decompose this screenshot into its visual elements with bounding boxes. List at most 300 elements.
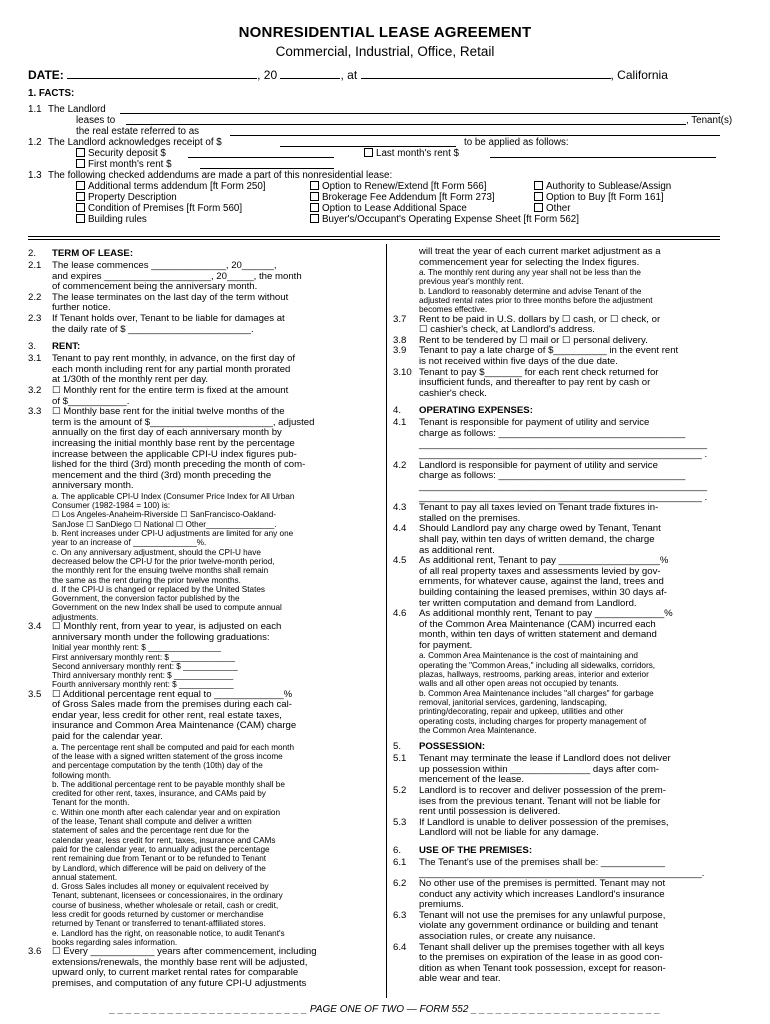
clause-line: [393, 651, 723, 660]
clause-line: [28, 335, 380, 341]
addendum-option[interactable]: [534, 192, 664, 203]
clause-number: 3.1: [28, 353, 42, 365]
clause-text: the same as the rent during the prior twelve months.: [52, 575, 241, 585]
clause-text: Government on the new Index shall be used to compute annual: [52, 603, 282, 613]
document-subtitle: Commercial, Industrial, Office, Retail: [275, 44, 495, 59]
clause-text: Landlord will not be liable for any damage.: [419, 827, 599, 839]
clause-text: b. Rent increases under CPI-U adjustments are limited for any one: [52, 529, 294, 539]
clause-number: 1.3: [28, 170, 42, 181]
addendum-option[interactable]: [310, 203, 467, 214]
clause-line: [393, 258, 723, 269]
clause-text: annual statement.: [52, 872, 118, 882]
clause-text: removal, janitorial services, gardening, landscaping,: [419, 697, 607, 707]
clause-line: [28, 481, 380, 492]
clause-text: each month including rent for any partial month prorated: [52, 363, 291, 375]
clause-text: annually on the first day of each anniversary month by: [52, 427, 282, 439]
addendum-label: Building rules: [88, 214, 147, 225]
clause-text: First anniversary monthly rent: $ ______________: [52, 652, 235, 662]
clause-line: [393, 482, 723, 493]
clause-line: [28, 510, 380, 519]
clause-text: a. Common Area Maintenance is the cost of maintaining and: [419, 651, 638, 661]
clause-text: mencement of the lease.: [419, 774, 525, 786]
clause-text: Tenant is responsible for payment of utility and service: [419, 417, 650, 429]
clause-line: [28, 836, 380, 845]
leases-to-label: leases to: [76, 115, 116, 126]
clause-line: [28, 585, 380, 594]
clause-number: 5.1: [393, 753, 407, 765]
clause-text: Tenant to pay a late charge of $__________ in the event rent: [419, 345, 679, 357]
clause-line: [28, 529, 380, 538]
clause-text: Consumer (1982-1984 = 100) is:: [52, 501, 171, 511]
clause-text: adjustments.: [52, 612, 99, 622]
clause-text: course of business, whether wholesale or retail, cash or credit,: [52, 900, 279, 910]
clause-text: by Landlord, which difference will be paid on delivery of the: [52, 863, 266, 873]
clause-line: [393, 707, 723, 716]
clause-text: returned by Tenant or transferred to tenant-affiliated stores.: [52, 919, 266, 929]
city-label: , California: [610, 68, 668, 82]
clause-text: charge as follows: ___________________________________: [419, 428, 686, 440]
security-deposit-label: Security deposit $: [88, 148, 166, 159]
clause-line: [28, 761, 380, 770]
clause-text: anniversary month under the following graduations:: [52, 631, 270, 643]
clause-text: of Gross Sales made from the premises during each cal-: [52, 699, 292, 711]
clause-text: year to an increase of ______________%.: [52, 538, 207, 548]
addenda-list: [28, 181, 720, 225]
clause-line: [28, 798, 380, 807]
clause-text: as additional rent.: [419, 544, 495, 556]
clause-number: 3.9: [393, 345, 407, 357]
addendum-label: Brokerage Fee Addendum [ft Form 273]: [322, 192, 495, 203]
clause-text: decreased below the CPI-U for the prior twelve-month period,: [52, 556, 275, 566]
addendum-label: Other: [546, 203, 571, 214]
addendum-option[interactable]: [76, 214, 147, 225]
section-divider: [28, 239, 720, 240]
addendum-label: Option to Buy [ft Form 161]: [546, 192, 664, 203]
addendum-checkbox[interactable]: [534, 192, 543, 201]
document-title: NONRESIDENTIAL LEASE AGREEMENT: [238, 24, 532, 41]
addendum-option[interactable]: [534, 181, 671, 192]
clause-line: [28, 817, 380, 826]
clause-line: [28, 594, 380, 603]
clause-text: SanJose ☐ SanDiego ☐ National ☐ Other_______________.: [52, 519, 277, 529]
clause-line: [28, 780, 380, 789]
clause-text: term is the amount of $_______________________, adjusted: [52, 416, 315, 428]
clause-text: ☐ Monthly rent for the entire term is fixed at the amount: [52, 384, 289, 396]
clause-text: Tenant may terminate the lease if Landlord does not deliver: [419, 753, 671, 765]
first-month-rent-field[interactable]: [200, 159, 334, 169]
clause-number: 3.10: [393, 366, 412, 378]
clause-line: [393, 661, 723, 670]
clause-text: at 1/30th of the monthly rent per day.: [52, 374, 209, 386]
clause-text: ernments, for whatever cause, against the land, trees and: [419, 576, 664, 588]
clause-text: Tenant, subtenant, licensees or concessionaires, in the ordinary: [52, 891, 283, 901]
clause-text: ______________________________________________________: [419, 480, 708, 492]
clause-number: 3.3: [28, 406, 42, 418]
clause-text: of the lease, Tenant shall compute and deliver a written: [52, 817, 252, 827]
clause-line: [28, 671, 380, 680]
clause-line: [28, 325, 380, 336]
clause-line: [28, 538, 380, 547]
clause-line: [393, 839, 723, 845]
clause-text: extensions/renewals, the monthly base rent will be adjusted,: [52, 956, 308, 968]
clause-text: the daily rate of $ _______________________.: [52, 323, 254, 335]
clause-text: a. The monthly rent during any year shall not be less than the: [419, 268, 641, 278]
addendum-label: Option to Lease Additional Space: [322, 203, 467, 214]
clause-line: [28, 492, 380, 501]
clause-text: Government, the conversion factor published by the: [52, 594, 240, 604]
clause-line: [393, 717, 723, 726]
clause-number: 5.2: [393, 784, 407, 796]
addendum-checkbox[interactable]: [310, 214, 319, 223]
clause-text: operating the "Common Areas," including all sidewalks, corridors,: [419, 660, 656, 670]
clause-number: 5.: [393, 741, 402, 753]
tenant-field[interactable]: [126, 115, 686, 125]
clause-text: association rules, or create any nuisance.: [419, 931, 596, 943]
clause-text: Tenant for the month.: [52, 798, 130, 808]
clause-text: rent until possession is delivered.: [419, 806, 561, 818]
last-month-rent-label: Last month's rent $: [376, 148, 460, 159]
clause-text: is not received within five days of the due date.: [419, 356, 618, 368]
clause-number: 2.2: [28, 291, 42, 303]
addendum-checkbox[interactable]: [534, 181, 543, 190]
right-column: [393, 247, 723, 985]
clause-line: [28, 864, 380, 873]
clause-text: becomes effective.: [419, 305, 488, 315]
clause-line: [393, 389, 723, 400]
clause-text: _____________________________________________________ .: [419, 491, 708, 503]
clause-line: [28, 643, 380, 652]
clause-number: 5.3: [393, 816, 407, 828]
clause-text: statement of sales and the percentage rent due for the: [52, 826, 250, 836]
security-deposit-field[interactable]: [188, 148, 334, 158]
date-field[interactable]: [67, 67, 257, 79]
clause-line: [28, 261, 380, 272]
clause-text: Tenant will not use the premises for any unlawful purpose,: [419, 909, 666, 921]
clause-text: walls and all other open areas not occupied by tenants.: [419, 679, 619, 689]
clause-number: 2.: [28, 248, 37, 259]
clause-text: conduct any activity which increases Landlord's insurance: [419, 888, 665, 900]
clause-text: insufficient funds, and thereafter to pay rent by cash or: [419, 377, 651, 389]
clause-text: violate any government ordinance or building and tenant: [419, 920, 658, 932]
date-year-label: , 20: [257, 68, 278, 82]
section-heading: TERM OF LEASE:: [52, 248, 134, 259]
clause-line: [393, 287, 723, 296]
facts-heading: 1. FACTS:: [28, 88, 75, 99]
clause-text: _____________________________________________________.: [419, 867, 705, 879]
clause-text: As additional rent, Tenant to pay ___________________%: [419, 555, 669, 567]
security-deposit-checkbox[interactable]: [76, 148, 85, 157]
clause-number: 6.3: [393, 909, 407, 921]
clause-text: of commencement being the anniversary month.: [52, 281, 258, 293]
clause-text: building containing the leased premises, within 30 days af-: [419, 586, 667, 598]
landlord-label: The Landlord: [48, 104, 106, 115]
clause-text: e. Landlord has the right, on reasonable notice, to audit Tenant's: [52, 928, 285, 938]
clause-line: [393, 277, 723, 286]
location-field[interactable]: [361, 67, 611, 79]
clause-text: month, within ten days of written statement and demand: [419, 629, 657, 641]
clause-number: 3.4: [28, 621, 42, 633]
clause-text: The Tenant's use of the premises shall be: ____________: [419, 856, 665, 868]
addendum-checkbox[interactable]: [76, 192, 85, 201]
clause-text: Should Landlord pay any charge owed by Tenant, Tenant: [419, 523, 661, 535]
clause-number: 3.5: [28, 688, 42, 700]
clause-text: adjusted rental rates prior to three months before the adjustment: [419, 296, 653, 306]
clause-text: upward only, to current market rental rates for comparable: [52, 967, 299, 979]
real-estate-label: the real estate referred to as: [76, 126, 200, 137]
clause-number: 4.3: [393, 502, 407, 514]
clause-number: 2.1: [28, 260, 42, 271]
clause-line: [28, 882, 380, 891]
clause-number: 6.2: [393, 878, 407, 890]
column-divider: [386, 244, 387, 998]
addendums-label: The following checked addendums are made a part of this nonresidential lease:: [48, 170, 393, 181]
clause-text: cashier's check.: [419, 387, 487, 399]
clause-line: [28, 501, 380, 510]
clause-text: d. If the CPI-U is changed or replaced by the United States: [52, 584, 265, 594]
clause-number: 4.2: [393, 459, 407, 471]
addendum-checkbox[interactable]: [310, 181, 319, 190]
addendum-checkbox[interactable]: [310, 192, 319, 201]
section-heading: OPERATING EXPENSES:: [419, 405, 533, 417]
clause-line: [28, 548, 380, 557]
clause-number: 3.6: [28, 946, 42, 958]
clause-text: plazas, hallways, restrooms, parking areas, interior and exterior: [419, 670, 649, 680]
clause-text: shall pay, within ten days of written demand, the charge: [419, 533, 655, 545]
clause-number: 3.8: [393, 334, 407, 346]
clause-text: printing/decorating, repair and upkeep, utilities and other: [419, 707, 624, 717]
clause-text: d. Gross Sales includes all money or equivalent received by: [52, 882, 269, 892]
clause-text: ises from the previous tenant. Tenant will not be liable for: [419, 795, 661, 807]
clause-text: ______________________________________________________: [419, 438, 708, 450]
clause-text: If Tenant holds over, Tenant to be liable for damages at: [52, 312, 285, 324]
clause-text: following month.: [52, 770, 112, 780]
receipt-field[interactable]: [280, 137, 456, 147]
clause-line: [28, 854, 380, 863]
addendum-option[interactable]: [534, 203, 571, 214]
clause-text: paid for the calendar year, to annually adjust the percentage: [52, 844, 270, 854]
last-month-rent-field[interactable]: [490, 148, 716, 158]
addendum-checkbox[interactable]: [310, 203, 319, 212]
clause-number: 4.1: [393, 417, 407, 429]
clause-text: The lease terminates on the last day of the term without: [52, 291, 289, 303]
clause-text: Fourth anniversary monthly rent: $ ____________: [52, 680, 234, 690]
addendum-option[interactable]: [76, 192, 177, 203]
clause-text: Tenant to pay all taxes levied on Tenant trade fixtures in-: [419, 502, 659, 514]
clause-text: to the premises on expiration of the lease in as good con-: [419, 952, 663, 964]
clause-text: Tenant to pay $_______ for each rent check returned for: [419, 366, 659, 378]
last-month-rent-checkbox[interactable]: [364, 148, 373, 157]
addendum-option[interactable]: [76, 203, 242, 214]
clause-line: [28, 752, 380, 761]
clause-number: 6.: [393, 844, 402, 856]
clause-text: ☐ Monthly rent, from year to year, is adjusted on each: [52, 621, 282, 633]
clause-line: [28, 901, 380, 910]
addendum-checkbox[interactable]: [76, 181, 85, 190]
clause-line: [393, 726, 723, 735]
clause-line: [393, 296, 723, 305]
clause-number: 6.4: [393, 941, 407, 953]
clause-text: c. On any anniversary adjustment, should the CPI-U have: [52, 547, 261, 557]
clause-line: [28, 919, 380, 928]
addendum-checkbox[interactable]: [534, 203, 543, 212]
clause-text: operating costs, including charges for property management of: [419, 716, 647, 726]
clause-line: [28, 808, 380, 817]
clause-text: the Common Area Maintenance.: [419, 725, 537, 735]
addendum-option[interactable]: [310, 192, 495, 203]
year-field[interactable]: [280, 67, 340, 79]
clause-line: [393, 535, 723, 546]
clause-text: will treat the year of each current market adjustment as a: [419, 246, 661, 257]
clause-line: [28, 633, 380, 644]
addendum-option[interactable]: [76, 181, 266, 192]
left-column: [28, 248, 380, 990]
clause-line: [393, 641, 723, 652]
section-heading: POSSESSION:: [419, 741, 486, 753]
clause-text: increase between the applicable CPI-U index figures pub-: [52, 448, 297, 460]
clause-line: [28, 891, 380, 900]
clause-text: ☐ Every ____________ years after commencement, including: [52, 946, 317, 958]
clause-text: Tenant to pay rent monthly, in advance, on the first day of: [52, 353, 296, 365]
facts-section: [28, 88, 733, 225]
clause-line: [28, 743, 380, 752]
clause-line: [28, 789, 380, 798]
addendum-label: Property Description: [88, 192, 177, 203]
clause-text: previous year's monthly rent.: [419, 277, 524, 287]
clause-line: [393, 689, 723, 698]
clause-text: ter written computation and demand from Landlord.: [419, 597, 637, 609]
addendum-option[interactable]: [310, 181, 486, 192]
tenant-label: , Tenant(s): [686, 115, 733, 126]
clause-text: dition as when Tenant took possession, except for reason-: [419, 962, 666, 974]
addendum-label: Buyer's/Occupant's Operating Expense Sheet [ft Form 562]: [322, 214, 579, 225]
clause-text: and expires ____________________, 20_____, the month: [52, 270, 302, 282]
clause-line: [28, 520, 380, 529]
first-month-rent-checkbox[interactable]: [76, 159, 85, 168]
clause-text: lished for the third (3rd) month preceding the month of com-: [52, 459, 306, 471]
clause-number: 3.2: [28, 384, 42, 396]
clause-line: [28, 873, 380, 882]
clause-text: of all real property taxes and assessments levied by gov-: [419, 565, 661, 577]
clause-text: of $___________.: [52, 395, 130, 407]
clause-text: Rent to be paid in U.S. dollars by ☐ cash, or ☐ check, or: [419, 313, 661, 325]
clause-line: [28, 662, 380, 671]
clause-text: able wear and tear.: [419, 973, 501, 985]
addendum-label: Condition of Premises [ft Form 560]: [88, 203, 243, 214]
real-estate-field[interactable]: [230, 126, 720, 136]
clause-text: _____________________________________________________ .: [419, 449, 708, 461]
clause-text: premises, and computation of any future CPI-U adjustments: [52, 977, 307, 989]
clause-line: [393, 670, 723, 679]
clause-line: [393, 247, 723, 258]
clause-line: [28, 929, 380, 938]
clause-line: [393, 588, 723, 599]
clause-text: Second anniversary monthly rent: $ ____________: [52, 661, 238, 671]
clause-line: [28, 576, 380, 585]
clause-line: [393, 698, 723, 707]
clause-text: a. The percentage rent shall be computed and paid for each month: [52, 742, 294, 752]
clause-line: [393, 679, 723, 688]
clause-text: Rent to be tendered by ☐ mail or ☐ personal delivery.: [419, 334, 648, 346]
clause-text: paid for the calendar year.: [52, 731, 163, 743]
clause-number: 3.7: [393, 313, 407, 325]
clause-text: If Landlord is unable to deliver possession of the premises,: [419, 816, 669, 828]
clause-text: a. The applicable CPI-U Index (Consumer Price Index for All Urban: [52, 491, 295, 501]
clause-text: rent remaining due from Tenant or to be refunded to Tenant: [52, 854, 267, 864]
clause-text: b. The additional percentage rent to be payable monthly shall be: [52, 779, 285, 789]
clause-text: anniversary month.: [52, 480, 134, 492]
clause-text: charge as follows: ___________________________________: [419, 470, 686, 482]
addendum-checkbox[interactable]: [76, 203, 85, 212]
clause-text: of the Common Area Maintenance (CAM) incurred each: [419, 618, 656, 630]
clause-text: mencement and the third (3rd) month preceding the: [52, 469, 272, 481]
clause-text: b. Landlord to reasonably determine and advise Tenant of the: [419, 286, 642, 296]
clause-line: [393, 828, 723, 839]
addendum-label: Authority to Sublease/Assign: [546, 181, 672, 192]
clause-text: Landlord is responsible for payment of utility and service: [419, 459, 658, 471]
clause-text: ☐ cashier's check, at Landlord's address.: [419, 324, 595, 336]
section-heading: USE OF THE PREMISES:: [419, 844, 533, 856]
date-label: DATE:: [28, 68, 64, 82]
addendum-checkbox[interactable]: [76, 214, 85, 223]
clause-number: 4.: [393, 405, 402, 417]
clause-line: [28, 557, 380, 566]
clause-text: increasing the initial monthly base rent by the percentage: [52, 437, 295, 449]
clause-line: [28, 732, 380, 743]
clause-line: [393, 268, 723, 277]
clause-text: calendar year, less credit for rent, taxes, insurance and CAMs: [52, 835, 276, 845]
clause-line: [28, 386, 380, 397]
addendum-label: Additional terms addendum [ft Form 250]: [88, 181, 266, 192]
clause-text: c. Within one month after each calendar year and on expiration: [52, 807, 281, 817]
first-month-rent-label: First month's rent $: [88, 159, 172, 170]
clause-number: 2.3: [28, 312, 42, 324]
clause-number: 4.5: [393, 555, 407, 567]
clause-number: 4.6: [393, 608, 407, 620]
clause-number: 1.1: [28, 104, 42, 115]
clause-line: [28, 566, 380, 575]
clause-text: b. Common Area Maintenance includes "all charges" for garbage: [419, 688, 654, 698]
clause-number: 4.4: [393, 523, 407, 535]
clause-text: and percentage computation by the tenth (10th) day of the: [52, 761, 263, 771]
clause-text: the monthly rent for the ensuing twelve months shall remain: [52, 566, 269, 576]
clause-text: Initial year monthly rent: $ ________________: [52, 643, 221, 653]
clause-text: less credit for goods returned by customer or merchandise: [52, 910, 264, 920]
clause-line: [393, 786, 723, 797]
clause-line: [28, 314, 380, 325]
clause-text: ☐ Additional percentage rent equal to _____________%: [52, 688, 293, 700]
clause-text: up possession within _______________ days after com-: [419, 763, 660, 775]
date-row: [28, 67, 718, 82]
clause-number: 6.1: [393, 856, 407, 868]
clause-text: commencement year for selecting the Index figures.: [419, 256, 640, 268]
clause-line: [393, 858, 723, 869]
section-divider: [28, 236, 720, 237]
clause-number: 3.: [28, 341, 37, 353]
addendum-option[interactable]: [310, 214, 579, 225]
clause-text: stalled on the premises.: [419, 512, 521, 524]
receipt-label: The Landlord acknowledges receipt of $: [48, 137, 222, 148]
section-heading: RENT:: [52, 341, 81, 353]
clause-text: No other use of the premises is permitted. Tenant may not: [419, 878, 666, 890]
page-footer: _ _ _ _ _ _ _ _ _ _ _ _ _ _ _ _ _ _ _ _ _ _ _ _ PAGE ONE OF TWO — FORM 552 _ _ _ _ _ _ _ _ _ _ _ _ _ _ _ _ _ _ _ _ _ _ _: [109, 1004, 661, 1015]
clause-line: [28, 910, 380, 919]
at-label: , at: [340, 68, 358, 82]
clause-text: Third anniversary monthly rent: $ _____________: [52, 671, 234, 681]
clause-line: [28, 826, 380, 835]
clause-line: [393, 974, 723, 985]
clause-line: [28, 603, 380, 612]
landlord-field[interactable]: [120, 104, 720, 114]
